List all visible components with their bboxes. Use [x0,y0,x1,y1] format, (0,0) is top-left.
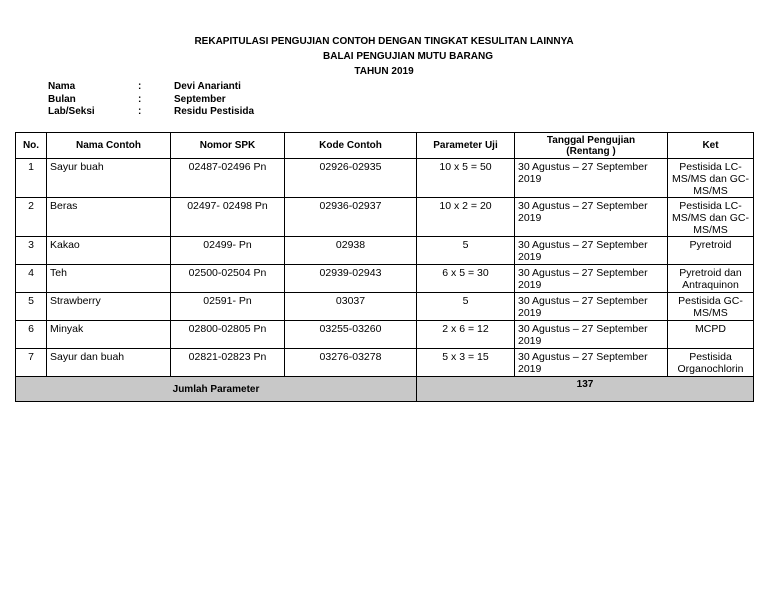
cell-no: 6 [16,321,47,349]
cell-tanggal: 30 Agustus – 27 September 2019 [515,349,668,377]
col-header-no: No. [16,133,47,159]
cell-spk: 02487-02496 Pn [171,159,285,198]
cell-ket: Pyretroid dan Antraquinon [668,265,754,293]
cell-kode: 02926-02935 [285,159,417,198]
cell-kode: 03276-03278 [285,349,417,377]
col-header-tanggal-line2: (Rentang ) [566,145,616,157]
cell-kode: 02938 [285,237,417,265]
col-header-spk: Nomor SPK [171,133,285,159]
cell-ket: Pestisida LC-MS/MS dan GC-MS/MS [668,198,754,237]
cell-tanggal: 30 Agustus – 27 September 2019 [515,198,668,237]
info-label-bulan: Bulan [48,94,76,105]
cell-tanggal: 30 Agustus – 27 September 2019 [515,265,668,293]
col-header-kode: Kode Contoh [285,133,417,159]
info-sep-bulan: : [138,94,142,105]
cell-no: 1 [16,159,47,198]
cell-ket: MCPD [668,321,754,349]
cell-param: 6 x 5 = 30 [417,265,515,293]
report-year: TAHUN 2019 [354,66,414,77]
cell-spk: 02499- Pn [171,237,285,265]
table-row [16,265,754,293]
cell-spk: 02500-02504 Pn [171,265,285,293]
cell-kode: 02936-02937 [285,198,417,237]
info-sep-lab: : [138,106,142,117]
table-row [16,198,754,237]
cell-param: 5 x 3 = 15 [417,349,515,377]
cell-tanggal: 30 Agustus – 27 September 2019 [515,237,668,265]
table-row [16,349,754,377]
cell-kode: 02939-02943 [285,265,417,293]
cell-param: 10 x 2 = 20 [417,198,515,237]
cell-tanggal: 30 Agustus – 27 September 2019 [515,293,668,321]
cell-nama: Sayur dan buah [47,349,171,377]
cell-nama: Beras [47,198,171,237]
cell-nama: Minyak [47,321,171,349]
footer-total: 137 [417,377,754,402]
cell-nama: Kakao [47,237,171,265]
cell-param: 5 [417,293,515,321]
cell-ket: Pestisida GC-MS/MS [668,293,754,321]
info-sep-nama: : [138,81,142,92]
cell-no: 7 [16,349,47,377]
cell-ket: Pyretroid [668,237,754,265]
cell-spk: 02591- Pn [171,293,285,321]
col-header-tanggal-line1: Tanggal Pengujian [546,134,636,146]
cell-nama: Sayur buah [47,159,171,198]
cell-tanggal: 30 Agustus – 27 September 2019 [515,159,668,198]
cell-no: 5 [16,293,47,321]
col-header-param: Parameter Uji [417,133,515,159]
cell-no: 3 [16,237,47,265]
report-title: REKAPITULASI PENGUJIAN CONTOH DENGAN TINGKAT KESULITAN LAINNYA [194,36,574,47]
cell-param: 5 [417,237,515,265]
table-row [16,321,754,349]
institution-name: BALAI PENGUJIAN MUTU BARANG [323,51,493,62]
col-header-nama: Nama Contoh [47,133,171,159]
info-value-bulan: September [174,94,226,105]
info-label-nama: Nama [48,81,76,92]
info-label-lab: Lab/Seksi [48,106,95,117]
col-header-tanggal [515,133,668,159]
col-header-ket: Ket [668,133,754,159]
cell-spk: 02497- 02498 Pn [171,198,285,237]
cell-kode: 03037 [285,293,417,321]
info-value-nama: Devi Anarianti [174,81,241,92]
table-footer-row [16,377,754,402]
cell-no: 2 [16,198,47,237]
recap-table [15,132,754,402]
cell-param: 10 x 5 = 50 [417,159,515,198]
cell-nama: Strawberry [47,293,171,321]
info-value-lab: Residu Pestisida [174,106,255,117]
table-row [16,293,754,321]
cell-no: 4 [16,265,47,293]
table-row [16,237,754,265]
table-header-row [16,133,754,159]
cell-ket: Pestisida Organochlorin [668,349,754,377]
cell-spk: 02821-02823 Pn [171,349,285,377]
cell-spk: 02800-02805 Pn [171,321,285,349]
footer-label: Jumlah Parameter [16,377,417,402]
cell-ket: Pestisida LC-MS/MS dan GC-MS/MS [668,159,754,198]
cell-nama: Teh [47,265,171,293]
cell-param: 2 x 6 = 12 [417,321,515,349]
table-row [16,159,754,198]
cell-tanggal: 30 Agustus – 27 September 2019 [515,321,668,349]
cell-kode: 03255-03260 [285,321,417,349]
